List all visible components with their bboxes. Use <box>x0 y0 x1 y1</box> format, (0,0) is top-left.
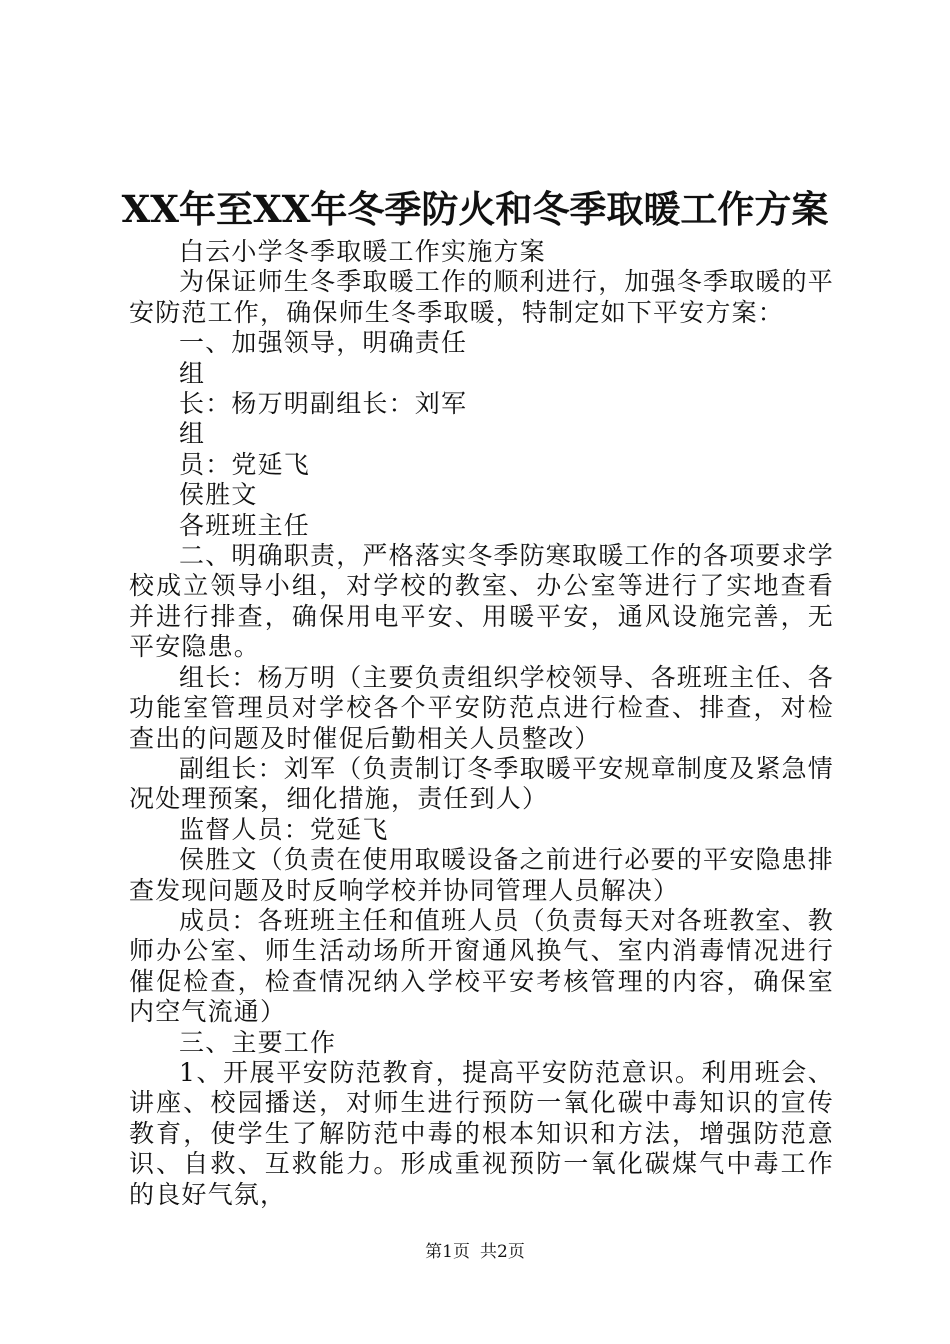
section-heading-2-paragraph: 二、明确职责，严格落实冬季防寒取暖工作的各项要求学校成立领导小组，对学校的教室、办公室等进行了实地查看并进行排查，确保用电平安、用暖平安，通风设施完善，无平安隐患。 <box>129 541 835 662</box>
section-heading-1: 一、加强领导，明确责任 <box>179 328 468 358</box>
page-number: 第1页 <box>425 1242 470 1262</box>
paragraph-leader: 组长：杨万明（主要负责组织学校领导、各班班主任、各功能室管理员对学校各个平安防范点进行检查、排查，对检查出的问题及时催促后勤相关人员整改） <box>129 662 835 753</box>
paragraph-members: 成员：各班班主任和值班人员（负责每天对各班教室、教师办公室、师生活动场所开窗通风换气、室内消毒情况进行催促检查，检查情况纳入学校平安考核管理的内容，确保室内空气流通） <box>129 905 835 1027</box>
paragraph-supervisor-duty: 侯胜文（负责在使用取暖设备之前进行必要的平安隐患排查发现问题及时反响学校并协同管理人员解决） <box>129 845 835 905</box>
paragraph-line: 各班班主任 <box>179 510 311 540</box>
paragraph-line: 长：杨万明副组长：刘军 <box>179 389 468 419</box>
page-total: 共2页 <box>480 1242 525 1262</box>
paragraph-subtitle: 白云小学冬季取暖工作实施方案 <box>179 237 546 266</box>
paragraph-line: 组 <box>179 419 206 449</box>
paragraph-line: 员：党延飞 <box>179 449 311 479</box>
section-heading-3: 三、主要工作 <box>179 1027 337 1057</box>
paragraph-intro: 为保证师生冬季取暖工作的顺利进行，加强冬季取暖的平安防范工作，确保师生冬季取暖，特制定如下平安方案： <box>129 267 835 327</box>
document-body <box>129 237 834 1210</box>
paragraph-work-1: 1、开展平安防范教育，提高平安防范意识。利用班会、讲座、校园播送，对师生进行预防一氧化碳中毒知识的宣传教育，使学生了解防范中毒的根本知识和方法，增强防范意识、自救、互救能力。形成重视预防一氧化碳煤气中毒工作的良好气氛， <box>129 1057 834 1209</box>
paragraph-supervisor: 监督人员：党延飞 <box>179 814 389 844</box>
paragraph-line: 组 <box>179 358 206 388</box>
paragraph-line: 侯胜文 <box>179 480 258 510</box>
page-footer <box>0 1240 950 1264</box>
paragraph-deputy: 副组长：刘军（负责制订冬季取暖平安规章制度及紧急情况处理预案，细化措施，责任到人） <box>129 753 835 814</box>
document-title: XX年至XX年冬季防火和冬季取暖工作方案 <box>121 187 829 231</box>
